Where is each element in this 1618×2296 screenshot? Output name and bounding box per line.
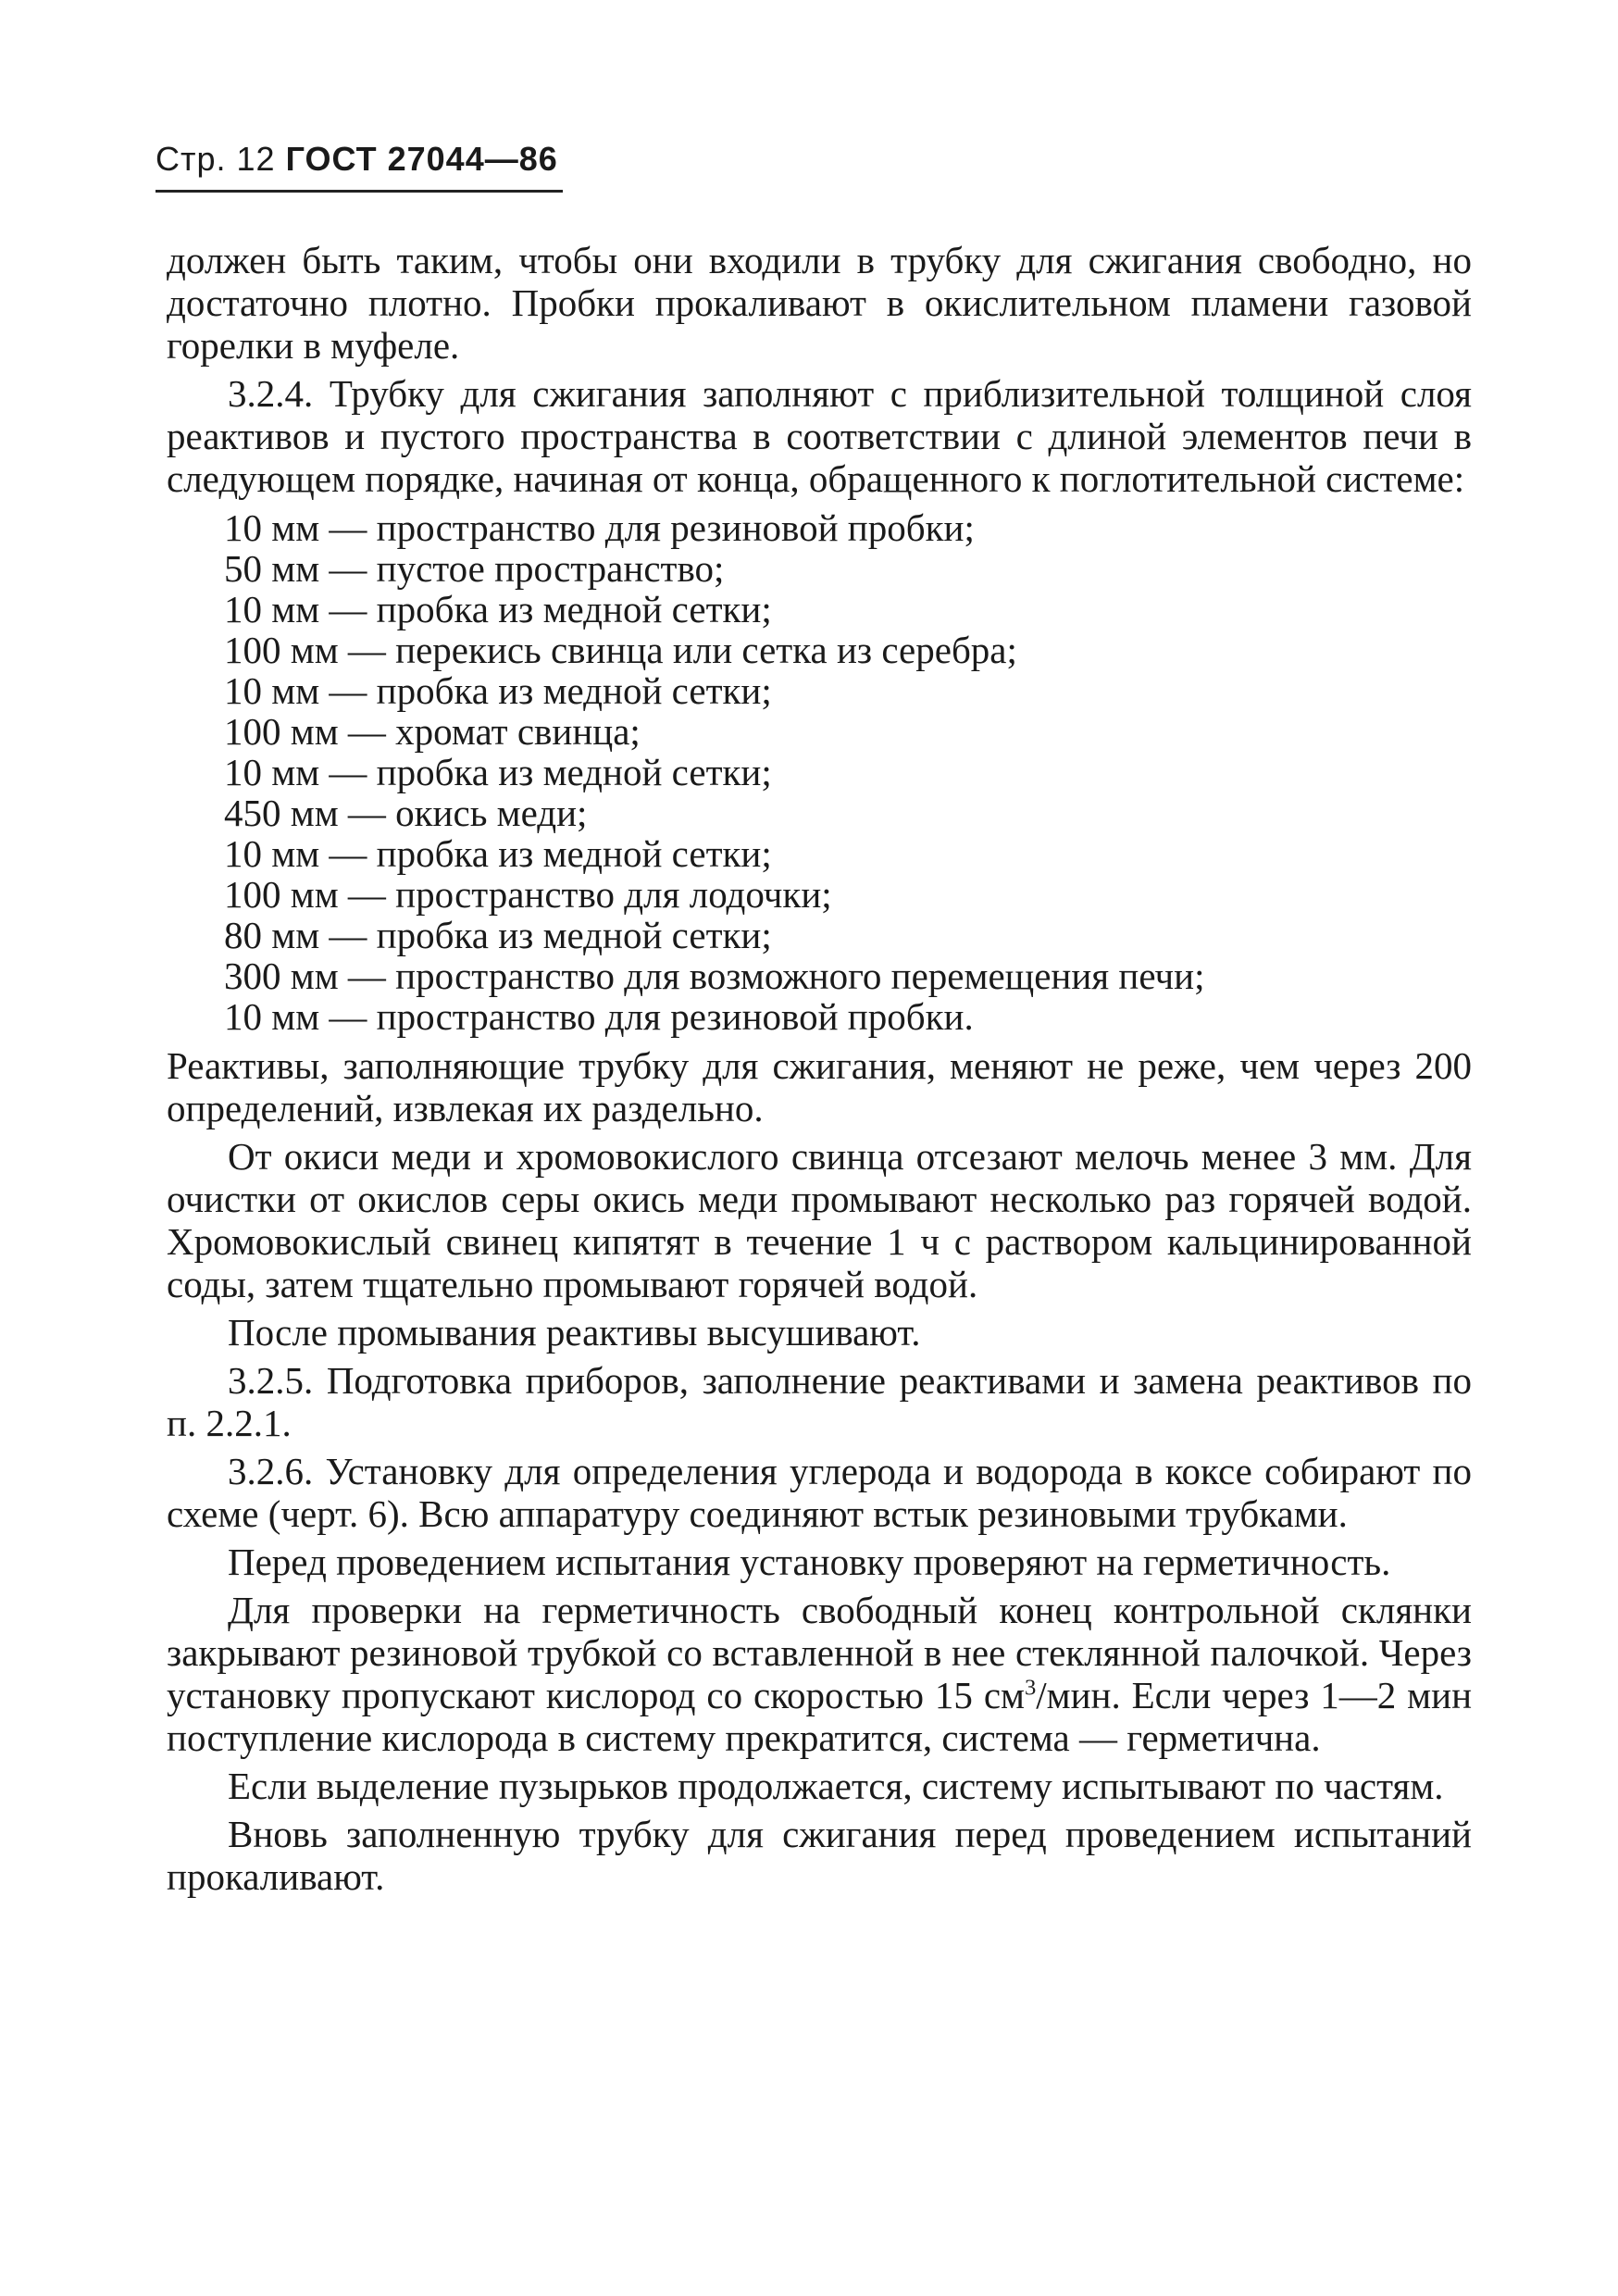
paragraph-3-2-6: 3.2.6. Установку для определения углерода и водорода в коксе собирают по схеме (черт. 6). Всю аппаратуру соединяют встык резиновыми трубками. xyxy=(167,1450,1472,1535)
superscript: 3 xyxy=(1024,1675,1037,1701)
paragraph-tightness-check: Перед проведением испытания установку проверяют на герметичность. xyxy=(228,1541,1391,1583)
paragraph-tightness-procedure xyxy=(167,1589,1472,1759)
list-item: 10 мм — пробка из медной сетки; xyxy=(224,588,772,630)
list-item: 10 мм — пробка из медной сетки; xyxy=(224,832,772,875)
paragraph-3-2-4: 3.2.4. Трубку для сжигания заполняют с приблизительной толщиной слоя реактивов и пустого пространства в соответствии с длиной элементов печи в следующем порядке, начиная от конца, обращенного к поглотительной системе: xyxy=(167,372,1472,500)
paragraph-bubbles: Если выделение пузырьков продолжается, систему испытывают по частям. xyxy=(228,1765,1444,1807)
text-segment: Для проверки на герметичность свободный конец контрольной склянки закрывают резиновой трубкой со вставленной в нее стеклянной палочкой. Через установку пропускают кислород со скоростью 15 см xyxy=(167,1589,1472,1716)
list-item: 10 мм — пробка из медной сетки; xyxy=(224,751,772,793)
list-item: 300 мм — пространство для возможного перемещения печи; xyxy=(224,955,1205,997)
paragraph-continuation: должен быть таким, чтобы они входили в трубку для сжигания свободно, но достаточно плотно. Пробки прокаливают в окислительном пламени газовой горелки в муфеле. xyxy=(167,239,1472,367)
list-item: 80 мм — пробка из медной сетки; xyxy=(224,914,772,956)
list-item: 100 мм — перекись свинца или сетка из серебра; xyxy=(224,629,1017,671)
list-item: 10 мм — пространство для резиновой пробки; xyxy=(224,506,975,549)
list-item: 50 мм — пустое пространство; xyxy=(224,547,725,590)
list-item: 100 мм — пространство для лодочки; xyxy=(224,873,832,916)
list-item: 10 мм — пробка из медной сетки; xyxy=(224,669,772,712)
header-rule xyxy=(156,190,563,193)
paragraph-sieving: От окиси меди и хромовокислого свинца отсезают мелочь менее 3 мм. Для очистки от окислов серы окись меди промывают несколько раз горячей водой. Хромовокислый свинец кипятят в течение 1 ч с раствором кальцинированной соды, затем тщательно промывают горячей водой. xyxy=(167,1135,1472,1305)
list-item: 100 мм — хромат свинца; xyxy=(224,710,641,753)
page-number: Стр. 12 xyxy=(156,140,276,178)
paragraph-reagents-replace: Реактивы, заполняющие трубку для сжигания, меняют не реже, чем через 200 определений, извлекая их раздельно. xyxy=(167,1044,1472,1129)
page-header xyxy=(156,139,558,179)
paragraph-drying: После промывания реактивы высушивают. xyxy=(228,1311,921,1354)
standard-number: ГОСТ 27044—86 xyxy=(285,140,558,178)
document-body xyxy=(167,239,1472,1903)
filling-order-list xyxy=(224,507,1472,1037)
text-segment: /мин. Если через 1—2 мин поступление кислорода в систему прекратится, система — герметична. xyxy=(167,1674,1473,1759)
list-item: 450 мм — окись меди; xyxy=(224,792,588,834)
paragraph-calcination: Вновь заполненную трубку для сжигания перед проведением испытаний прокаливают. xyxy=(167,1813,1472,1898)
list-item: 10 мм — пространство для резиновой пробки. xyxy=(224,995,974,1038)
paragraph-3-2-5: 3.2.5. Подготовка приборов, заполнение реактивами и замена реактивов по п. 2.2.1. xyxy=(167,1359,1472,1444)
